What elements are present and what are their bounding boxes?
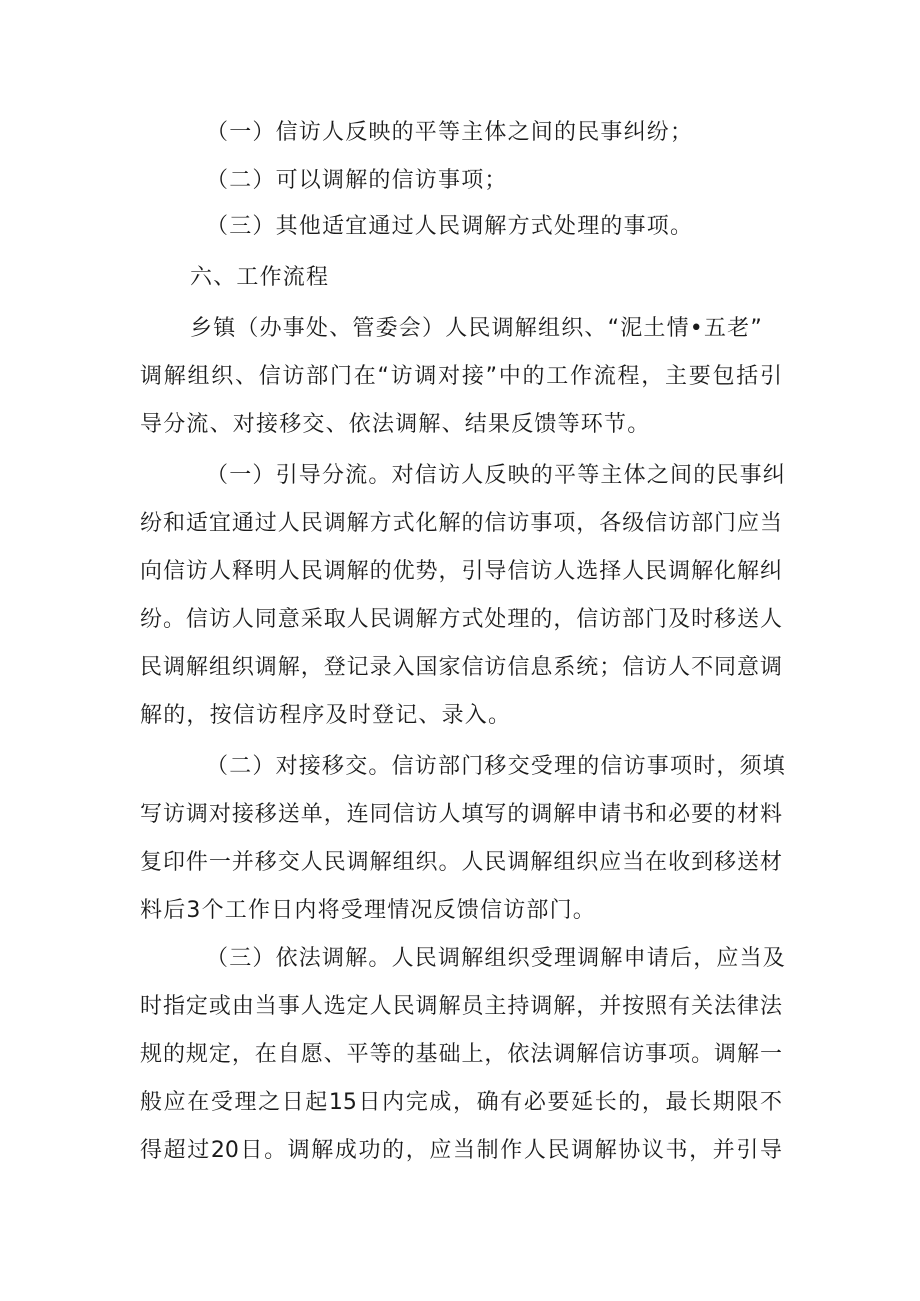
paragraph-line: 乡镇（办事处、管委会）人民调解组织、“泥土情•五老”	[190, 316, 763, 341]
paragraph-line: 般应在受理之日起15日内完成，确有必要延长的，最长期限不	[140, 1090, 782, 1115]
paragraph-line: （一）引导分流。对信访人反映的平等主体之间的民事纠	[206, 463, 787, 488]
section-heading: 六、工作流程	[190, 265, 330, 290]
paragraph-line: 解的，按信访程序及时登记、录入。	[140, 703, 512, 728]
list-item-1: （一）信访人反映的平等主体之间的民事纠纷；	[206, 120, 694, 145]
paragraph-line: 向信访人释明人民调解的优势，引导信访人选择人民调解化解纠	[140, 559, 782, 584]
paragraph-line: 复印件一并移交人民调解组织。人民调解组织应当在收到移送材	[140, 850, 782, 875]
paragraph-line: （三）依法调解。人民调解组织受理调解申请后，应当及	[206, 946, 787, 971]
paragraph-line: 导分流、对接移交、依法调解、结果反馈等环节。	[140, 412, 651, 437]
paragraph-line: 调解组织、信访部门在“访调对接”中的工作流程，主要包括引	[140, 364, 782, 389]
paragraph-line: 纷。信访人同意采取人民调解方式处理的，信访部门及时移送人	[140, 607, 782, 632]
paragraph-line: 写访调对接移送单，连同信访人填写的调解申请书和必要的材料	[140, 802, 782, 827]
paragraph-line: 料后3个工作日内将受理情况反馈信访部门。	[140, 898, 596, 923]
paragraph-line: 民调解组织调解，登记录入国家信访信息系统；信访人不同意调	[140, 655, 782, 680]
paragraph-line: 规的规定，在自愿、平等的基础上，依法调解信访事项。调解一	[140, 1042, 782, 1067]
paragraph-line: 纷和适宜通过人民调解方式化解的信访事项，各级信访部门应当	[140, 511, 782, 536]
list-item-3: （三）其他适宜通过人民调解方式处理的事项。	[206, 214, 694, 239]
paragraph-line: 得超过20日。调解成功的，应当制作人民调解协议书，并引导	[140, 1138, 782, 1163]
paragraph-line: （二）对接移交。信访部门移交受理的信访事项时，须填	[206, 754, 787, 779]
list-item-2: （二）可以调解的信访事项；	[206, 168, 508, 193]
paragraph-line: 时指定或由当事人选定人民调解员主持调解，并按照有关法律法	[140, 994, 782, 1019]
